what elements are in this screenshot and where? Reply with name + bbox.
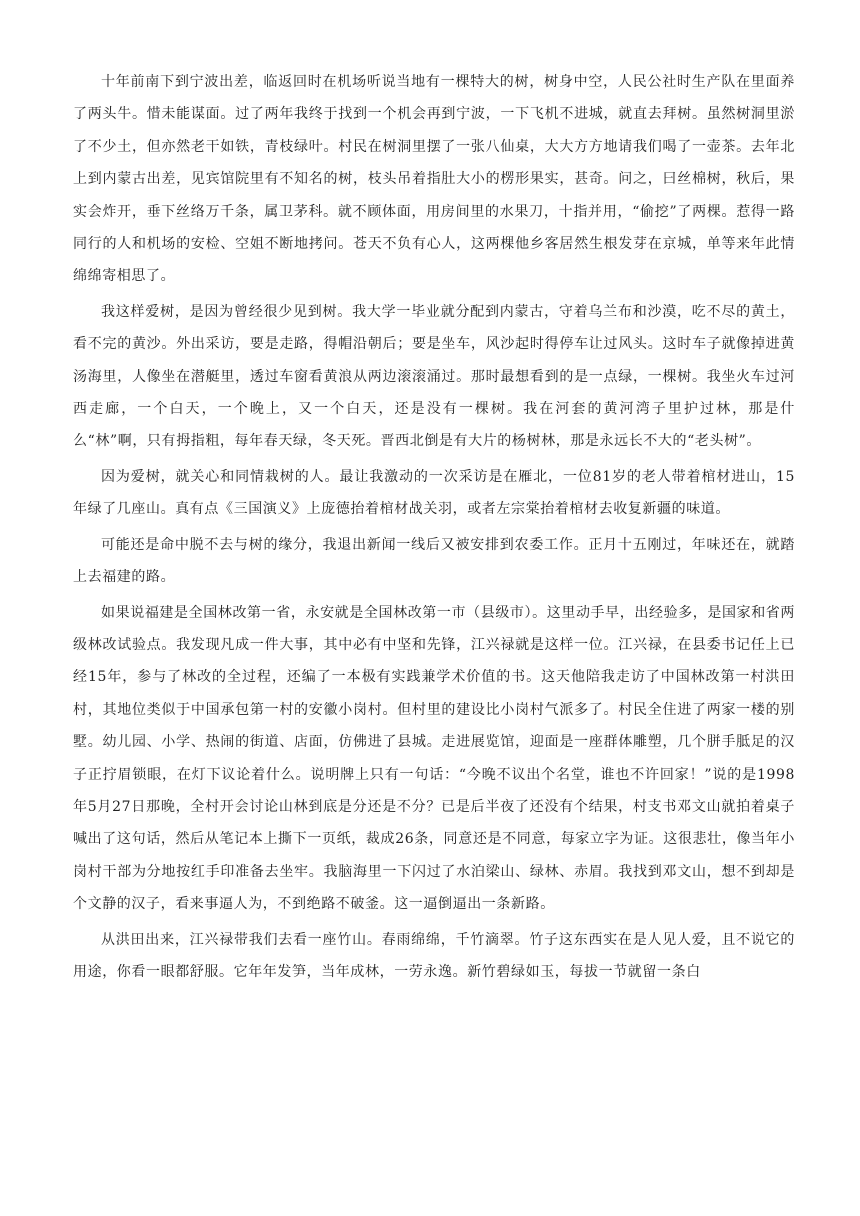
- paragraph-4: 可能还是命中脱不去与树的缘分，我退出新闻一线后又被安排到农委工作。正月十五刚过，年味还在，就踏上去福建的路。: [73, 536, 795, 586]
- paragraph-3: 因为爱树，就关心和同情栽树的人。最让我激动的一次采访是在雁北，一位81岁的老人带着棺材进山，15年绿了几座山。真有点《三国演义》上庞德抬着棺材战关羽，或者左宗棠抬着棺材去收复新疆的味道。: [73, 468, 795, 518]
- paragraph-1: 十年前南下到宁波出差，临返回时在机场听说当地有一棵特大的树，树身中空，人民公社时生产队在里面养了两头牛。惜未能谋面。过了两年我终于找到一个机会再到宁波，一下飞机不进城，就直去拜树。虽然树洞里淤了不少土，但亦然老干如铁，青枝绿叶。村民在树洞里摆了一张八仙桌，大大方方地请我们喝了一壶茶。去年北上到内蒙古出差，见宾馆院里有不知名的树，枝头吊着指肚大小的楞形果实，甚奇。问之，曰丝棉树，秋后，果实会炸开，垂下丝络万千条，属卫茅科。就不顾体面，用房间里的水果刀，十指并用，“偷挖”了两棵。惹得一路同行的人和机场的安检、空姐不断地拷问。苍天不负有心人，这两棵他乡客居然生根发芽在京城，单等来年此情绵绵寄相思了。: [73, 74, 795, 285]
- paragraph-5: 如果说福建是全国林改第一省，永安就是全国林改第一市（县级市）。这里动手早，出经验多，是国家和省两级林改试验点。我发现凡成一件大事，其中必有中坚和先锋，江兴禄就是这样一位。江兴禄，在县委书记任上已经15年，参与了林改的全过程，还编了一本极有实践兼学术价值的书。这天他陪我走访了中国林改第一村洪田村，其地位类似于中国承包第一村的安徽小岗村。但村里的建设比小岗村气派多了。村民全住进了两家一楼的别墅。幼儿园、小学、热闹的街道、店面，仿佛进了县城。走进展览馆，迎面是一座群体雕塑，几个胼手胝足的汉子正拧眉锁眼，在灯下议论着什么。说明牌上只有一句话：“今晚不议出个名堂，谁也不许回家！”说的是1998年5月27日那晚，全村开会讨论山林到底是分还是不分？已是后半夜了还没有个结果，村支书邓文山就拍着桌子喊出了这句话，然后从笔记本上撕下一页纸，裁成26条，同意还是不同意，每家立字为证。这很悲壮，像当年小岗村干部为分地按红手印准备去坐牢。我脑海里一下闪过了水泊梁山、绿林、赤眉。我找到邓文山，想不到却是个文静的汉子，看来事逼人为，不到绝路不破釜。这一逼倒逼出一条新路。: [73, 604, 795, 913]
- paragraph-6: 从洪田出来，江兴禄带我们去看一座竹山。春雨绵绵，千竹滴翠。竹子这东西实在是人见人爱，且不说它的用途，你看一眼都舒服。它年年发笋，当年成林，一劳永逸。新竹碧绿如玉，每拔一节就留一条白: [73, 931, 795, 980]
- paragraph-2: 我这样爱树，是因为曾经很少见到树。我大学一毕业就分配到内蒙古，守着乌兰布和沙漠，吃不尽的黄土，看不完的黄沙。外出采访，要是走路，得帽沿朝后；要是坐车，风沙起时得停车让过风头。这时车子就像掉进黄汤海里，人像坐在潜艇里，透过车窗看黄浪从两边滚滚涌过。那时最想看到的是一点绿，一棵树。我坐火车过河西走廊，一个白天，一个晚上，又一个白天，还是没有一棵树。我在河套的黄河湾子里护过林，那是什么“林”啊，只有拇指粗，每年春天绿，冬天死。晋西北倒是有大片的杨树林，那是永远长不大的“老头树”。: [73, 303, 795, 450]
- article-body: [73, 66, 795, 991]
